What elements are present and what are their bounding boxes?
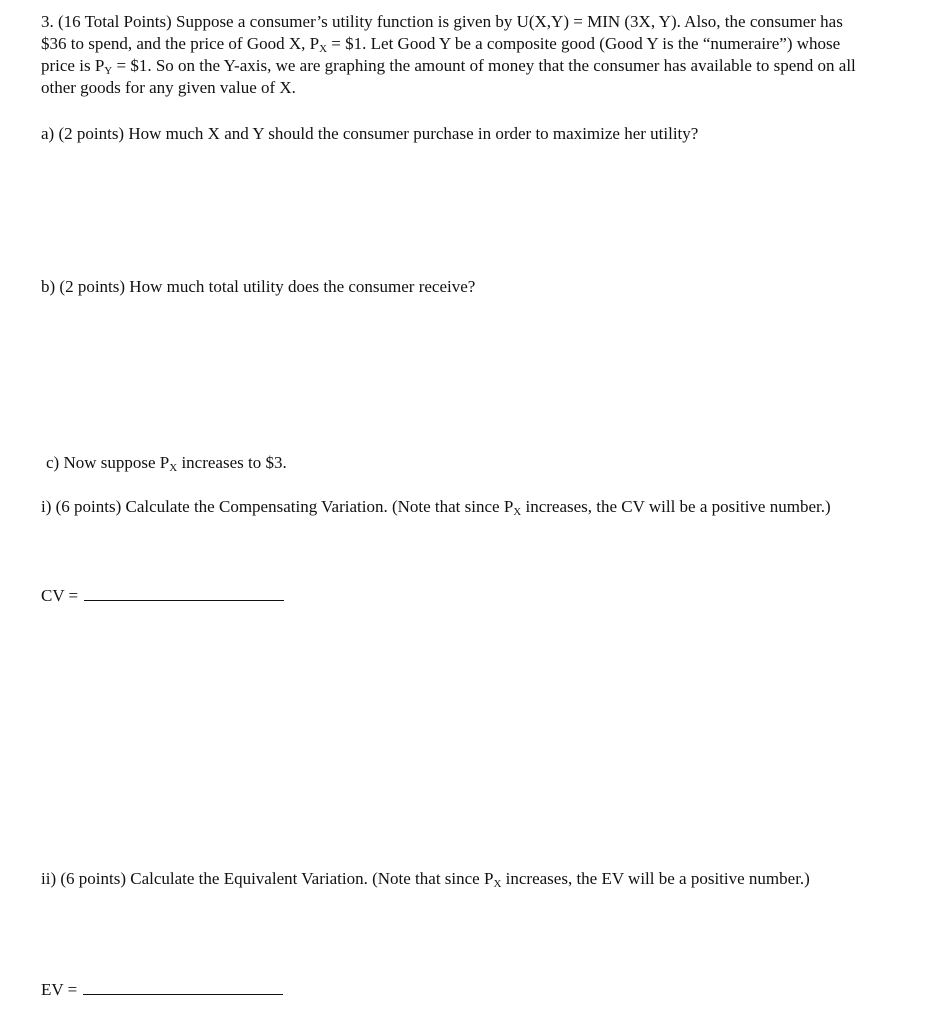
question-text-2: = $1. Let Good Y be a composite good (Good Y is the “numeraire”) whose price is P (41, 34, 841, 75)
part-c-i-text-2: increases, the CV will be a positive number.) (521, 497, 831, 516)
part-c-i-text-1: i) (6 points) Calculate the Compensating Variation. (Note that since P (41, 497, 514, 516)
question-points: (16 Total Points) (58, 12, 172, 31)
part-c-statement (46, 452, 876, 474)
subscript-y: Y (104, 65, 113, 77)
part-c-ii-question (41, 868, 871, 890)
part-c-text-1: c) Now suppose P (46, 453, 170, 472)
question-text-1: Suppose a consumer’s utility function is given by U(X,Y) = MIN (3X, Y). Also, the consumer has $36 to spend, and the price of Good X, P (41, 12, 843, 53)
part-c-ii-text-2: increases, the EV will be a positive number.) (501, 869, 810, 888)
question-text-3: = $1. So on the Y-axis, we are graphing the amount of money that the consumer has available to spend on all other goods for any given value of X. (41, 56, 856, 97)
cv-answer-line (41, 583, 284, 607)
cv-label: CV = (41, 586, 83, 605)
question-3-prompt (41, 11, 871, 99)
question-number: 3. (41, 12, 54, 31)
ev-label: EV = (41, 980, 82, 999)
subscript-x: X (513, 506, 522, 518)
cv-answer-blank[interactable] (84, 583, 284, 601)
part-c-i-question (41, 496, 871, 518)
part-c-text-2: increases to $3. (177, 453, 287, 472)
subscript-x: X (493, 878, 502, 890)
part-b-question: b) (2 points) How much total utility does the consumer receive? (41, 277, 476, 296)
ev-answer-blank[interactable] (83, 977, 283, 995)
subscript-x: X (319, 43, 328, 55)
ev-answer-line (41, 977, 283, 1001)
part-c-ii-text-1: ii) (6 points) Calculate the Equivalent Variation. (Note that since P (41, 869, 494, 888)
subscript-x: X (169, 462, 178, 474)
part-a-question: a) (2 points) How much X and Y should the consumer purchase in order to maximize her utility? (41, 124, 699, 143)
